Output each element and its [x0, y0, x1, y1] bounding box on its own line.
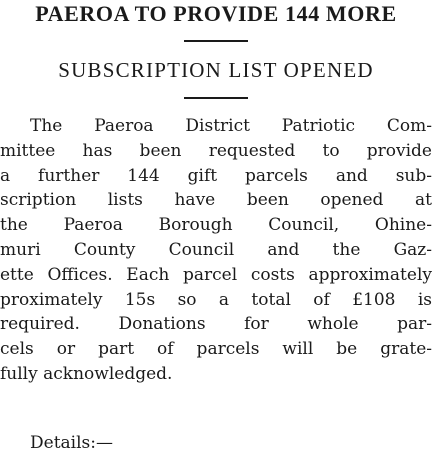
headline: PAEROA TO PROVIDE 144 MORE	[35, 1, 397, 26]
divider-rule-top	[184, 40, 248, 42]
details-label: Details:—	[30, 433, 113, 453]
body-line: required. Donations for whole par-	[0, 314, 432, 335]
body-line: a further 144 gift parcels and sub-	[0, 165, 432, 186]
body-line: proximately 15s so a total of £108 is	[0, 289, 432, 310]
body-line: ette Offices. Each parcel costs approximately	[0, 264, 432, 285]
article-body	[0, 114, 432, 387]
body-line: scription lists have been opened at	[0, 190, 432, 211]
body-line: mittee has been requested to provide	[0, 140, 432, 161]
body-line: the Paeroa Borough Council, Ohine-	[0, 215, 432, 236]
body-line: muri County Council and the Gaz-	[0, 239, 432, 260]
subheading: SUBSCRIPTION LIST OPENED	[58, 58, 374, 82]
body-line: The Paeroa District Patriotic Com-	[30, 116, 432, 136]
body-line: cels or part of parcels will be grate-	[0, 339, 432, 360]
divider-rule-bottom	[184, 97, 248, 99]
body-line: fully acknowledged.	[0, 363, 173, 384]
